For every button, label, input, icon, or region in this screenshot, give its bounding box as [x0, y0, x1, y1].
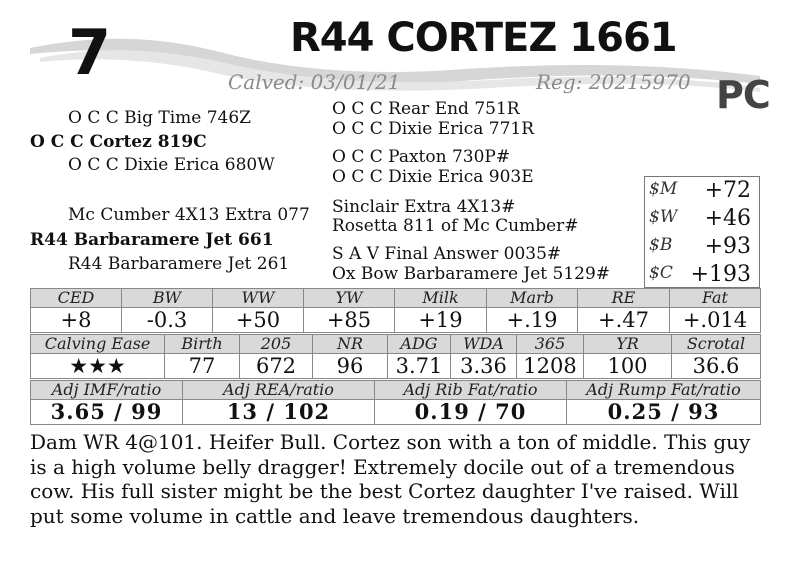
ultrasound-value: 13 / 102	[183, 400, 375, 425]
performance-value: 100	[584, 354, 672, 379]
calving-ease-stars: ★★★	[31, 354, 165, 379]
performance-value: 3.71	[388, 354, 451, 379]
index-label: $W	[649, 207, 678, 227]
epd-header-row	[31, 289, 761, 308]
index-row-c	[645, 261, 759, 289]
pedigree-ss-sire: O C C Rear End 751R	[332, 99, 520, 119]
epd-table	[30, 288, 761, 333]
pedigree-ds-dam: Rosetta 811 of Mc Cumber#	[332, 216, 579, 236]
pedigree-sire: O C C Cortez 819C	[30, 132, 207, 152]
ultrasound-table	[30, 380, 761, 425]
performance-value: 672	[240, 354, 313, 379]
index-value: +93	[704, 234, 751, 259]
pedigree-dd-sire: S A V Final Answer 0035#	[332, 244, 562, 264]
animal-name: R44 CORTEZ 1661	[290, 15, 677, 61]
performance-header: YR	[584, 335, 672, 354]
ultrasound-value: 0.25 / 93	[567, 400, 761, 425]
performance-value: 3.36	[451, 354, 517, 379]
epd-value: +.47	[578, 308, 670, 333]
index-row-b	[645, 233, 759, 261]
description-notes: Dam WR 4@101. Heifer Bull. Cortez son with a ton of middle. This guy is a high volume belly dragger! Extremely docile out of a tremendous cow. His full sister might be the best Cortez daughter I've raised. Will put some volume in cattle and leave tremendous daughters.	[30, 430, 751, 528]
epd-header: Fat	[670, 289, 761, 308]
dollar-index-box	[644, 176, 760, 288]
ultrasound-value: 3.65 / 99	[31, 400, 183, 425]
epd-value: +.014	[670, 308, 761, 333]
epd-value: -0.3	[122, 308, 213, 333]
epd-value-row	[31, 308, 761, 333]
pedigree-sire-dam: O C C Dixie Erica 680W	[68, 155, 275, 175]
performance-header: Calving Ease	[31, 335, 165, 354]
epd-header: Marb	[487, 289, 578, 308]
ultrasound-header: Adj Rib Fat/ratio	[375, 381, 567, 400]
pedigree-sd-dam: O C C Dixie Erica 903E	[332, 167, 534, 187]
index-value: +46	[704, 206, 751, 231]
registration-number: Reg: 20215970	[536, 70, 691, 94]
index-label: $B	[649, 235, 673, 255]
performance-value: 1208	[517, 354, 584, 379]
ultrasound-header: Adj IMF/ratio	[31, 381, 183, 400]
performance-header: Birth	[165, 335, 240, 354]
epd-header: BW	[122, 289, 213, 308]
pedigree-dam-sire: Mc Cumber 4X13 Extra 077	[68, 205, 310, 225]
performance-header: 365	[517, 335, 584, 354]
index-label: $M	[649, 179, 678, 199]
pedigree-sd-sire: O C C Paxton 730P#	[332, 147, 511, 167]
pedigree-ss-dam: O C C Dixie Erica 771R	[332, 119, 534, 139]
epd-value: +.19	[487, 308, 578, 333]
ultrasound-header-row	[31, 381, 761, 400]
ultrasound-value: 0.19 / 70	[375, 400, 567, 425]
ultrasound-header: Adj Rump Fat/ratio	[567, 381, 761, 400]
index-value: +193	[690, 262, 751, 287]
ultrasound-value-row	[31, 400, 761, 425]
epd-header: RE	[578, 289, 670, 308]
performance-value: 96	[313, 354, 388, 379]
pedigree-sire-sire: O C C Big Time 746Z	[68, 108, 251, 128]
performance-header: Scrotal	[672, 335, 761, 354]
index-value: +72	[704, 178, 751, 203]
status-badge: PC	[716, 73, 770, 117]
pedigree-dam-dam: R44 Barbaramere Jet 261	[68, 254, 290, 274]
performance-header: 205	[240, 335, 313, 354]
index-label: $C	[649, 263, 673, 283]
performance-header: ADG	[388, 335, 451, 354]
ultrasound-header: Adj REA/ratio	[183, 381, 375, 400]
index-row-w	[645, 205, 759, 233]
epd-header: CED	[31, 289, 122, 308]
epd-value: +85	[304, 308, 395, 333]
performance-header: NR	[313, 335, 388, 354]
performance-value: 77	[165, 354, 240, 379]
epd-value: +19	[395, 308, 487, 333]
pedigree-dam: R44 Barbaramere Jet 661	[30, 230, 274, 250]
epd-value: +50	[213, 308, 304, 333]
pedigree-ds-sire: Sinclair Extra 4X13#	[332, 197, 516, 217]
index-row-m	[645, 177, 759, 205]
performance-table	[30, 334, 761, 379]
epd-header: Milk	[395, 289, 487, 308]
performance-header: WDA	[451, 335, 517, 354]
epd-header: YW	[304, 289, 395, 308]
epd-header: WW	[213, 289, 304, 308]
performance-header-row	[31, 335, 761, 354]
lot-number: 7	[68, 16, 110, 89]
performance-value: 36.6	[672, 354, 761, 379]
epd-value: +8	[31, 308, 122, 333]
pedigree-dd-dam: Ox Bow Barbaramere Jet 5129#	[332, 264, 611, 284]
performance-value-row	[31, 354, 761, 379]
calved-date: Calved: 03/01/21	[228, 70, 401, 94]
